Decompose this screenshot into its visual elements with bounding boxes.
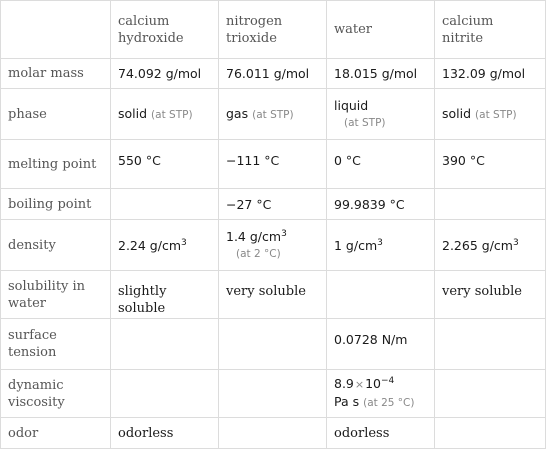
row-label-molar-mass: molar mass	[1, 59, 111, 89]
viscosity-mantissa: 8.9	[334, 376, 354, 391]
column-header-water: water	[327, 1, 435, 59]
table-row-dynamic-viscosity	[1, 370, 546, 418]
density-value: 2.265 g/cm	[442, 237, 513, 253]
cell-density-nitrogen-trioxide	[219, 220, 327, 271]
viscosity-exponent: −4	[381, 376, 395, 386]
cell-melting-point-calcium-hydroxide: 550 °C	[111, 140, 219, 189]
table-row-odor	[1, 418, 546, 449]
cell-melting-point-calcium-nitrite: 390 °C	[435, 140, 546, 189]
density-exponent: 3	[281, 228, 287, 239]
cell-phase-water	[327, 89, 435, 140]
table-row-melting-point	[1, 140, 546, 189]
cell-phase-nitrogen-trioxide	[219, 89, 327, 140]
cell-solubility-water	[327, 271, 435, 319]
phase-value: solid	[442, 105, 472, 121]
table-row-density	[1, 220, 546, 271]
density-value: 1 g/cm	[334, 237, 378, 253]
phase-condition: (at STP)	[151, 108, 193, 121]
row-label-phase: phase	[1, 89, 111, 140]
cell-boiling-point-water: 99.9839 °C	[327, 189, 435, 220]
density-exponent: 3	[377, 237, 383, 248]
cell-solubility-calcium-nitrite: very soluble	[435, 271, 546, 319]
column-header-nitrogen-trioxide: nitrogen trioxide	[219, 1, 327, 59]
cell-viscosity-water	[327, 370, 435, 418]
cell-phase-calcium-hydroxide	[111, 89, 219, 140]
density-value: 2.24 g/cm	[118, 237, 182, 253]
row-label-odor: odor	[1, 418, 111, 449]
cell-boiling-point-nitrogen-trioxide: −27 °C	[219, 189, 327, 220]
corner-cell	[1, 1, 111, 59]
cell-odor-water: odorless	[327, 418, 435, 449]
row-label-solubility: solubility in water	[1, 271, 111, 319]
phase-value: liquid	[334, 97, 369, 113]
cell-molar-mass-water: 18.015 g/mol	[327, 59, 435, 89]
phase-condition: (at STP)	[475, 108, 517, 121]
cell-boiling-point-calcium-nitrite	[435, 189, 546, 220]
table-row-surface-tension	[1, 319, 546, 370]
cell-surface-tension-calcium-nitrite	[435, 319, 546, 370]
row-label-melting-point: melting point	[1, 140, 111, 189]
column-header-calcium-hydroxide: calcium hydroxide	[111, 1, 219, 59]
header-row	[1, 1, 546, 59]
cell-density-calcium-nitrite	[435, 220, 546, 271]
cell-melting-point-nitrogen-trioxide: −111 °C	[219, 140, 327, 189]
table-row-boiling-point	[1, 189, 546, 220]
column-header-calcium-nitrite: calcium nitrite	[435, 1, 546, 59]
cell-melting-point-water: 0 °C	[327, 140, 435, 189]
cell-phase-calcium-nitrite	[435, 89, 546, 140]
table-row-molar-mass	[1, 59, 546, 89]
row-label-dynamic-viscosity: dynamic viscosity	[1, 370, 111, 418]
row-label-boiling-point: boiling point	[1, 189, 111, 220]
cell-odor-calcium-nitrite	[435, 418, 546, 449]
cell-density-water	[327, 220, 435, 271]
phase-condition: (at STP)	[344, 116, 386, 129]
density-exponent: 3	[512, 237, 519, 248]
density-value: 1.4 g/cm	[226, 228, 282, 244]
cell-molar-mass-nitrogen-trioxide: 76.011 g/mol	[219, 59, 327, 89]
cell-molar-mass-calcium-hydroxide: 74.092 g/mol	[111, 59, 219, 89]
cell-surface-tension-calcium-hydroxide	[111, 319, 219, 370]
row-label-density: density	[1, 220, 111, 271]
cell-solubility-calcium-hydroxide: slightly soluble	[111, 271, 219, 319]
phase-value: solid	[118, 105, 148, 121]
viscosity-times-sign: ×	[354, 378, 365, 391]
viscosity-base: 10	[365, 376, 382, 391]
cell-viscosity-nitrogen-trioxide	[219, 370, 327, 418]
table-row-phase	[1, 89, 546, 140]
cell-odor-nitrogen-trioxide	[219, 418, 327, 449]
cell-molar-mass-calcium-nitrite: 132.09 g/mol	[435, 59, 546, 89]
cell-solubility-nitrogen-trioxide: very soluble	[219, 271, 327, 319]
cell-viscosity-calcium-hydroxide	[111, 370, 219, 418]
phase-value: gas	[226, 105, 249, 121]
cell-surface-tension-water: 0.0728 N/m	[327, 319, 435, 370]
cell-surface-tension-nitrogen-trioxide	[219, 319, 327, 370]
cell-density-calcium-hydroxide	[111, 220, 219, 271]
density-condition: (at 2 °C)	[236, 247, 281, 260]
row-label-surface-tension: surface tension	[1, 319, 111, 370]
viscosity-condition: (at 25 °C)	[363, 397, 415, 409]
density-exponent: 3	[181, 237, 187, 248]
table-row-solubility	[1, 271, 546, 319]
cell-viscosity-calcium-nitrite	[435, 370, 546, 418]
phase-condition: (at STP)	[252, 108, 294, 121]
cell-boiling-point-calcium-hydroxide	[111, 189, 219, 220]
viscosity-unit: Pa s	[334, 394, 360, 409]
cell-odor-calcium-hydroxide: odorless	[111, 418, 219, 449]
